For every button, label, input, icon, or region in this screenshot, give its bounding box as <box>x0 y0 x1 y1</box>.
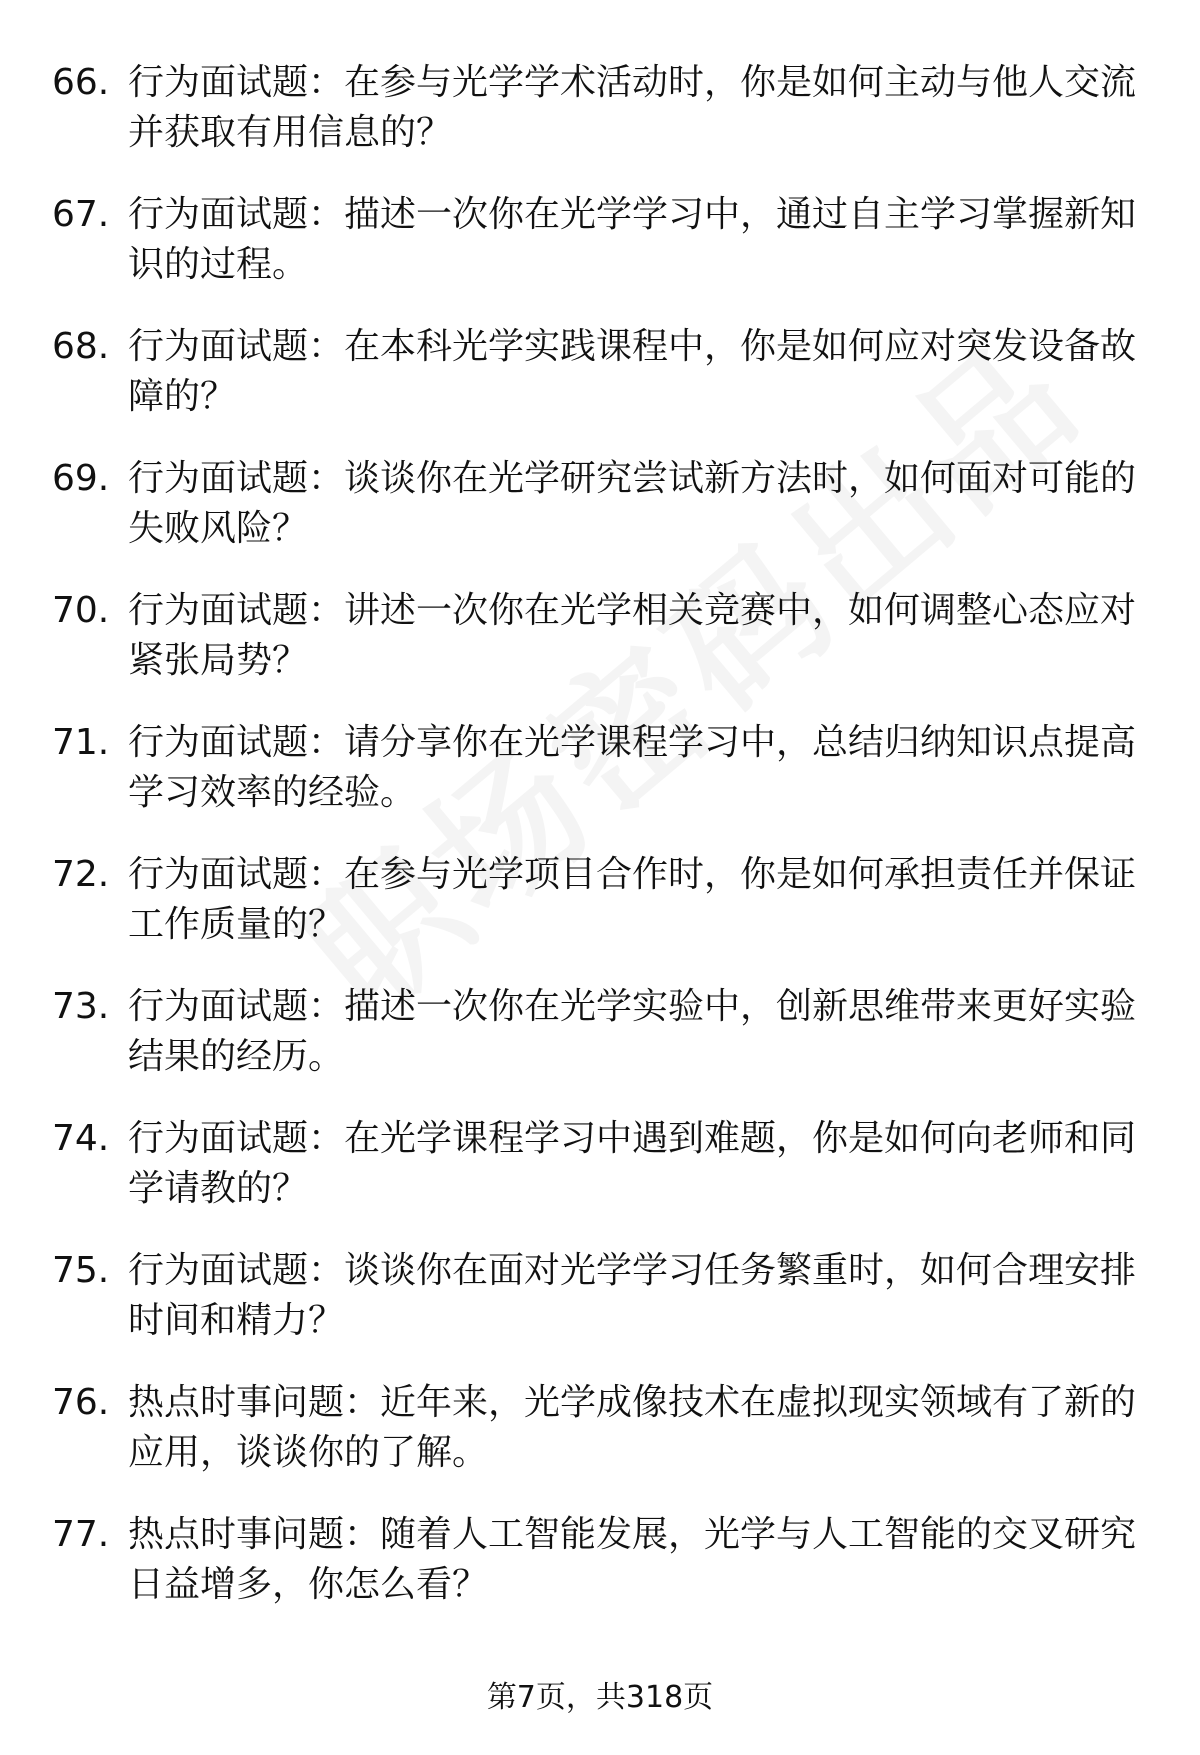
question-item <box>0 190 1200 322</box>
question-item <box>0 586 1200 718</box>
question-number: 70. <box>52 590 110 631</box>
question-text: 行为面试题：讲述一次你在光学相关竞赛中，如何调整心态应对紧张局势？ <box>128 590 1137 681</box>
question-text: 行为面试题：在光学课程学习中遇到难题，你是如何向老师和同学请教的？ <box>128 1118 1137 1209</box>
question-text: 行为面试题：请分享你在光学课程学习中，总结归纳知识点提高学习效率的经验。 <box>128 722 1137 813</box>
question-item <box>0 322 1200 454</box>
question-number: 68. <box>52 326 110 367</box>
question-text: 热点时事问题：随着人工智能发展，光学与人工智能的交叉研究日益增多，你怎么看？ <box>128 1514 1137 1605</box>
question-item <box>0 850 1200 982</box>
question-text: 行为面试题：在本科光学实践课程中，你是如何应对突发设备故障的？ <box>128 326 1137 417</box>
question-text: 行为面试题：在参与光学项目合作时，你是如何承担责任并保证工作质量的？ <box>128 854 1137 945</box>
question-item <box>0 454 1200 586</box>
question-list <box>0 58 1200 1642</box>
question-text: 行为面试题：描述一次你在光学实验中，创新思维带来更好实验结果的经历。 <box>128 986 1137 1077</box>
question-text: 行为面试题：谈谈你在光学研究尝试新方法时，如何面对可能的失败风险？ <box>128 458 1137 549</box>
question-text: 热点时事问题：近年来，光学成像技术在虚拟现实领域有了新的应用，谈谈你的了解。 <box>128 1382 1137 1473</box>
question-number: 76. <box>52 1382 110 1423</box>
question-item <box>0 58 1200 190</box>
question-number: 74. <box>52 1118 110 1159</box>
question-text: 行为面试题：谈谈你在面对光学学习任务繁重时，如何合理安排时间和精力？ <box>128 1250 1137 1341</box>
question-number: 66. <box>52 62 110 103</box>
question-number: 75. <box>52 1250 110 1291</box>
question-number: 77. <box>52 1514 110 1555</box>
page-footer: 第7页，共318页 <box>486 1680 714 1715</box>
question-item <box>0 1378 1200 1510</box>
question-text: 行为面试题：描述一次你在光学学习中，通过自主学习掌握新知识的过程。 <box>128 194 1137 285</box>
question-number: 72. <box>52 854 110 895</box>
question-item <box>0 1510 1200 1642</box>
question-item <box>0 1114 1200 1246</box>
question-item <box>0 718 1200 850</box>
question-item <box>0 1246 1200 1378</box>
question-number: 69. <box>52 458 110 499</box>
question-number: 71. <box>52 722 110 763</box>
question-number: 73. <box>52 986 110 1027</box>
question-number: 67. <box>52 194 110 235</box>
question-item <box>0 982 1200 1114</box>
question-text: 行为面试题：在参与光学学术活动时，你是如何主动与他人交流并获取有用信息的？ <box>128 62 1137 153</box>
